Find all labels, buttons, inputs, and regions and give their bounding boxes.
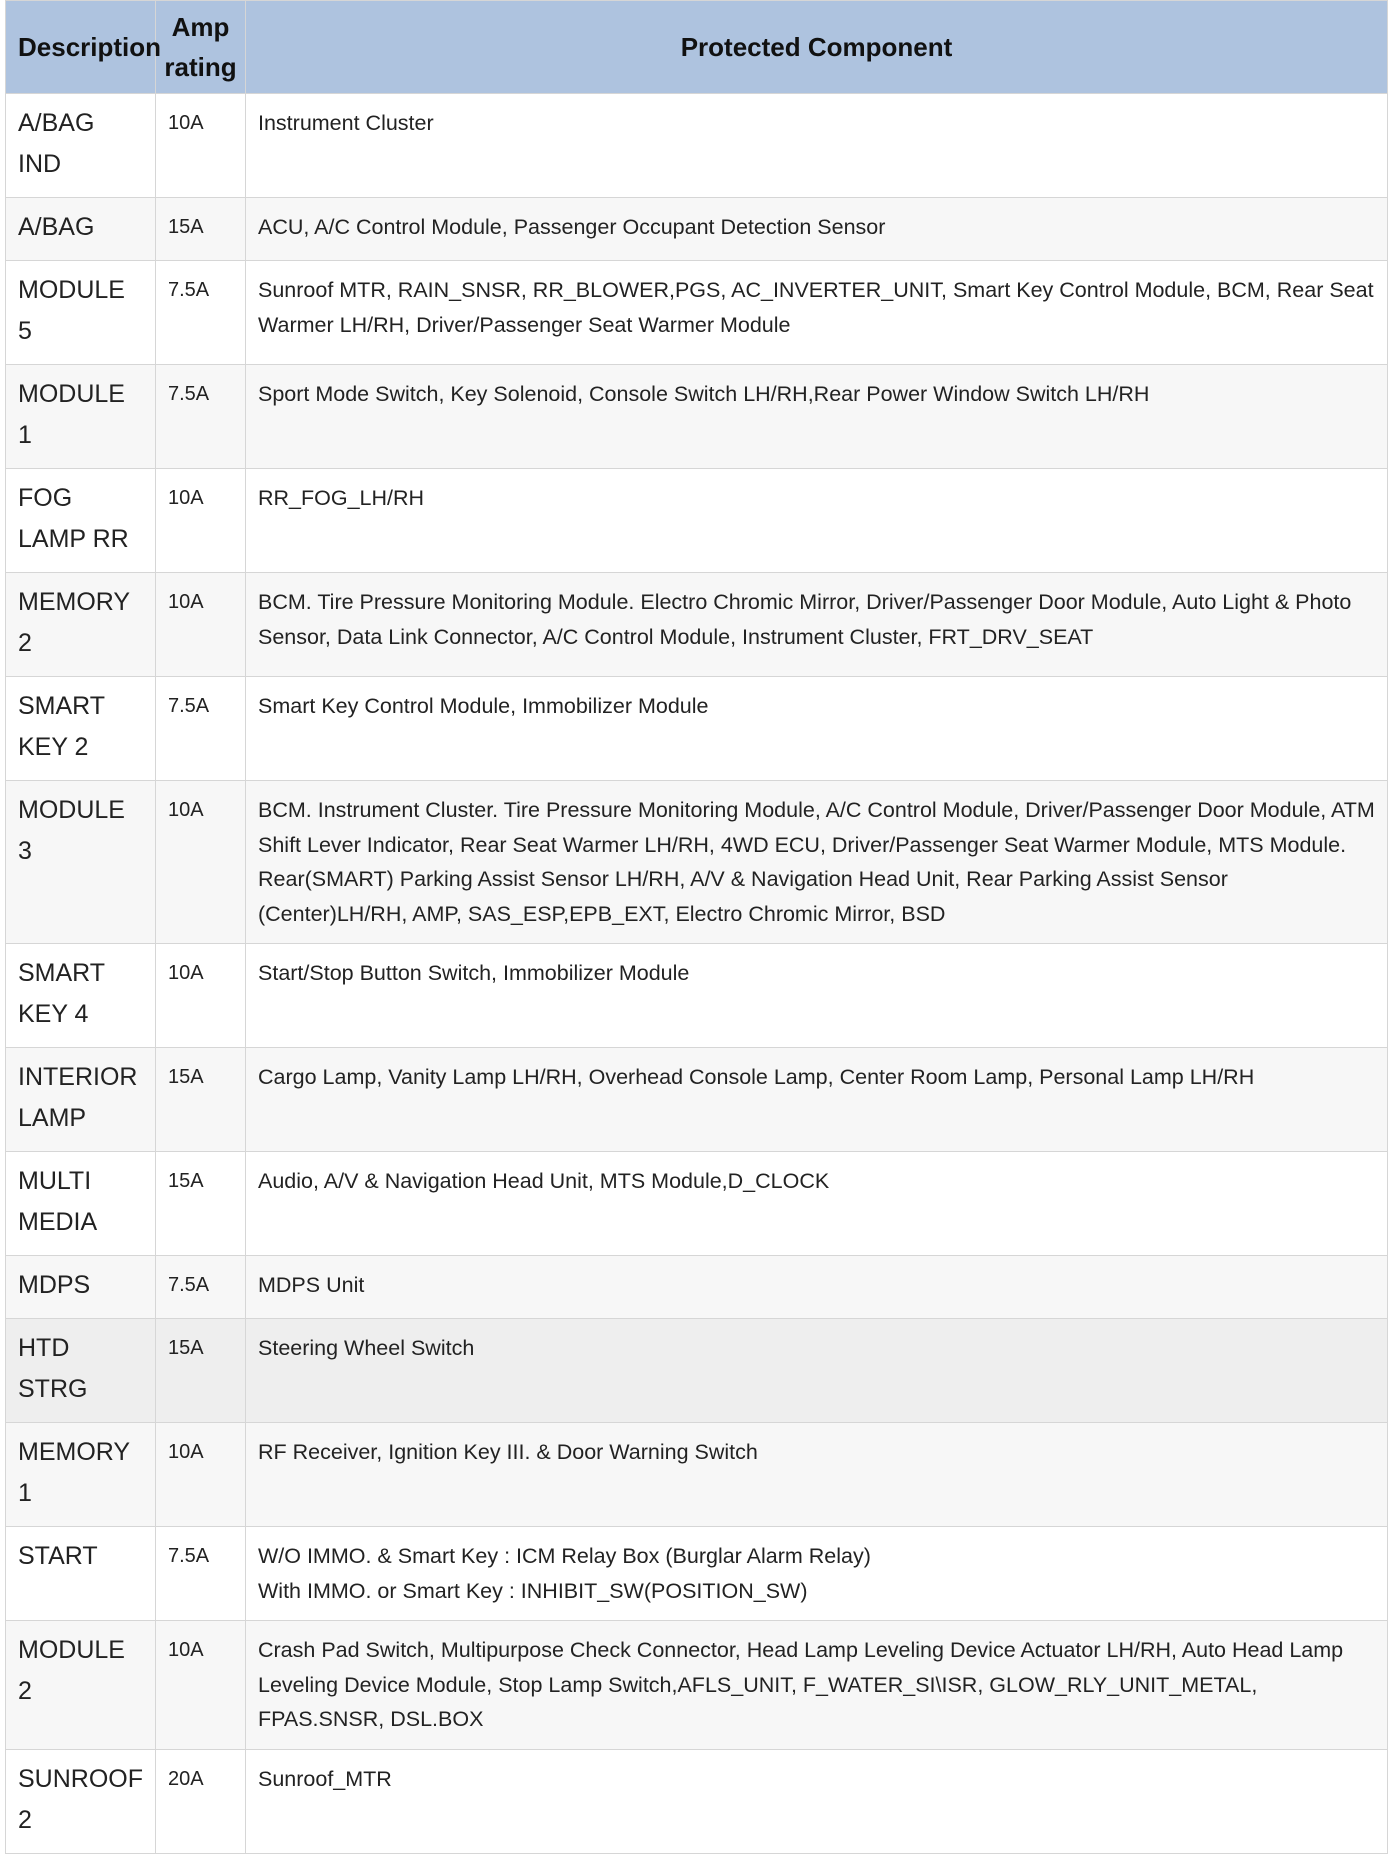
cell-amp: 10A [156, 1423, 246, 1527]
cell-component: Instrument Cluster [246, 94, 1388, 198]
cell-component: BCM. Instrument Cluster. Tire Pressure Monitoring Module, A/C Control Module, Driver/Passenger Door Module, ATM Shift Lever Indicator, Rear Seat Warmer LH/RH, 4WD ECU, Driver/Passenger Seat Warmer Module, MTS Module. Rear(SMART) Parking Assist Sensor LH/RH, A/V & Navigation Head Unit, Rear Parking Assist Sensor (Center)LH/RH, AMP, SAS_ESP,EPB_EXT, Electro Chromic Mirror, BSD [246, 781, 1388, 944]
table-row [6, 1621, 1388, 1750]
table-row [6, 573, 1388, 677]
cell-amp: 15A [156, 1152, 246, 1256]
cell-component: Smart Key Control Module, Immobilizer Module [246, 677, 1388, 781]
cell-description: START [6, 1527, 156, 1621]
table-row [6, 365, 1388, 469]
cell-description: MODULE 1 [6, 365, 156, 469]
cell-component: MDPS Unit [246, 1256, 1388, 1319]
cell-amp: 10A [156, 94, 246, 198]
table-header-row [6, 1, 1388, 94]
component-line: With IMMO. or Smart Key : INHIBIT_SW(POSITION_SW) [258, 1578, 808, 1603]
table-row [6, 1048, 1388, 1152]
cell-amp: 10A [156, 469, 246, 573]
cell-component: BCM. Tire Pressure Monitoring Module. Electro Chromic Mirror, Driver/Passenger Door Module, Auto Light & Photo Sensor, Data Link Connector, A/C Control Module, Instrument Cluster, FRT_DRV_SEAT [246, 573, 1388, 677]
cell-description: MODULE 5 [6, 261, 156, 365]
cell-description: SMART KEY 4 [6, 944, 156, 1048]
table-row [6, 1749, 1388, 1853]
cell-component: RF Receiver, Ignition Key III. & Door Warning Switch [246, 1423, 1388, 1527]
cell-amp: 7.5A [156, 677, 246, 781]
cell-component: RR_FOG_LH/RH [246, 469, 1388, 573]
cell-description: SUNROOF 2 [6, 1749, 156, 1853]
table-row [6, 944, 1388, 1048]
cell-component [246, 1527, 1388, 1621]
cell-amp: 7.5A [156, 365, 246, 469]
cell-component: Sunroof_MTR [246, 1749, 1388, 1853]
table-row [6, 1527, 1388, 1621]
cell-description: FOG LAMP RR [6, 469, 156, 573]
cell-amp: 10A [156, 944, 246, 1048]
cell-amp: 10A [156, 1621, 246, 1750]
cell-amp: 7.5A [156, 261, 246, 365]
cell-amp: 15A [156, 1048, 246, 1152]
header-amp-line2: rating [164, 52, 237, 82]
table-row [6, 1152, 1388, 1256]
table-row [6, 469, 1388, 573]
cell-amp: 15A [156, 198, 246, 261]
table-row [6, 1319, 1388, 1423]
table-row [6, 781, 1388, 944]
cell-description: INTERIOR LAMP [6, 1048, 156, 1152]
cell-amp: 7.5A [156, 1527, 246, 1621]
cell-description: MODULE 3 [6, 781, 156, 944]
cell-amp: 7.5A [156, 1256, 246, 1319]
header-amp-rating [156, 1, 246, 94]
cell-description: MULTI MEDIA [6, 1152, 156, 1256]
table-row [6, 1423, 1388, 1527]
header-amp-line1: Amp [171, 12, 230, 42]
header-protected-component: Protected Component [246, 1, 1388, 94]
cell-amp: 10A [156, 573, 246, 677]
cell-component: ACU, A/C Control Module, Passenger Occupant Detection Sensor [246, 198, 1388, 261]
cell-component: Sport Mode Switch, Key Solenoid, Console Switch LH/RH,Rear Power Window Switch LH/RH [246, 365, 1388, 469]
table-row [6, 94, 1388, 198]
header-description: Description [6, 1, 156, 94]
cell-component: Crash Pad Switch, Multipurpose Check Connector, Head Lamp Leveling Device Actuator LH/RH, Auto Head Lamp Leveling Device Module, Stop Lamp Switch,AFLS_UNIT, F_WATER_SI\ISR, GLOW_RLY_UNIT_METAL, FPAS.SNSR, DSL.BOX [246, 1621, 1388, 1750]
cell-description: MEMORY 1 [6, 1423, 156, 1527]
table-row [6, 261, 1388, 365]
cell-description: HTD STRG [6, 1319, 156, 1423]
table-row [6, 677, 1388, 781]
cell-amp: 10A [156, 781, 246, 944]
cell-component: Sunroof MTR, RAIN_SNSR, RR_BLOWER,PGS, AC_INVERTER_UNIT, Smart Key Control Module, BCM, Rear Seat Warmer LH/RH, Driver/Passenger Seat Warmer Module [246, 261, 1388, 365]
table-row [6, 198, 1388, 261]
component-line: W/O IMMO. & Smart Key : ICM Relay Box (Burglar Alarm Relay) [258, 1544, 871, 1568]
fuse-table [5, 0, 1388, 1854]
cell-amp: 20A [156, 1749, 246, 1853]
cell-description: SMART KEY 2 [6, 677, 156, 781]
cell-description: MEMORY 2 [6, 573, 156, 677]
cell-component: Audio, A/V & Navigation Head Unit, MTS Module,D_CLOCK [246, 1152, 1388, 1256]
table-row [6, 1256, 1388, 1319]
cell-description: A/BAG [6, 198, 156, 261]
cell-amp: 15A [156, 1319, 246, 1423]
cell-description: MDPS [6, 1256, 156, 1319]
cell-description: MODULE 2 [6, 1621, 156, 1750]
cell-component: Cargo Lamp, Vanity Lamp LH/RH, Overhead Console Lamp, Center Room Lamp, Personal Lamp LH/RH [246, 1048, 1388, 1152]
cell-description: A/BAG IND [6, 94, 156, 198]
cell-component: Start/Stop Button Switch, Immobilizer Module [246, 944, 1388, 1048]
cell-component: Steering Wheel Switch [246, 1319, 1388, 1423]
